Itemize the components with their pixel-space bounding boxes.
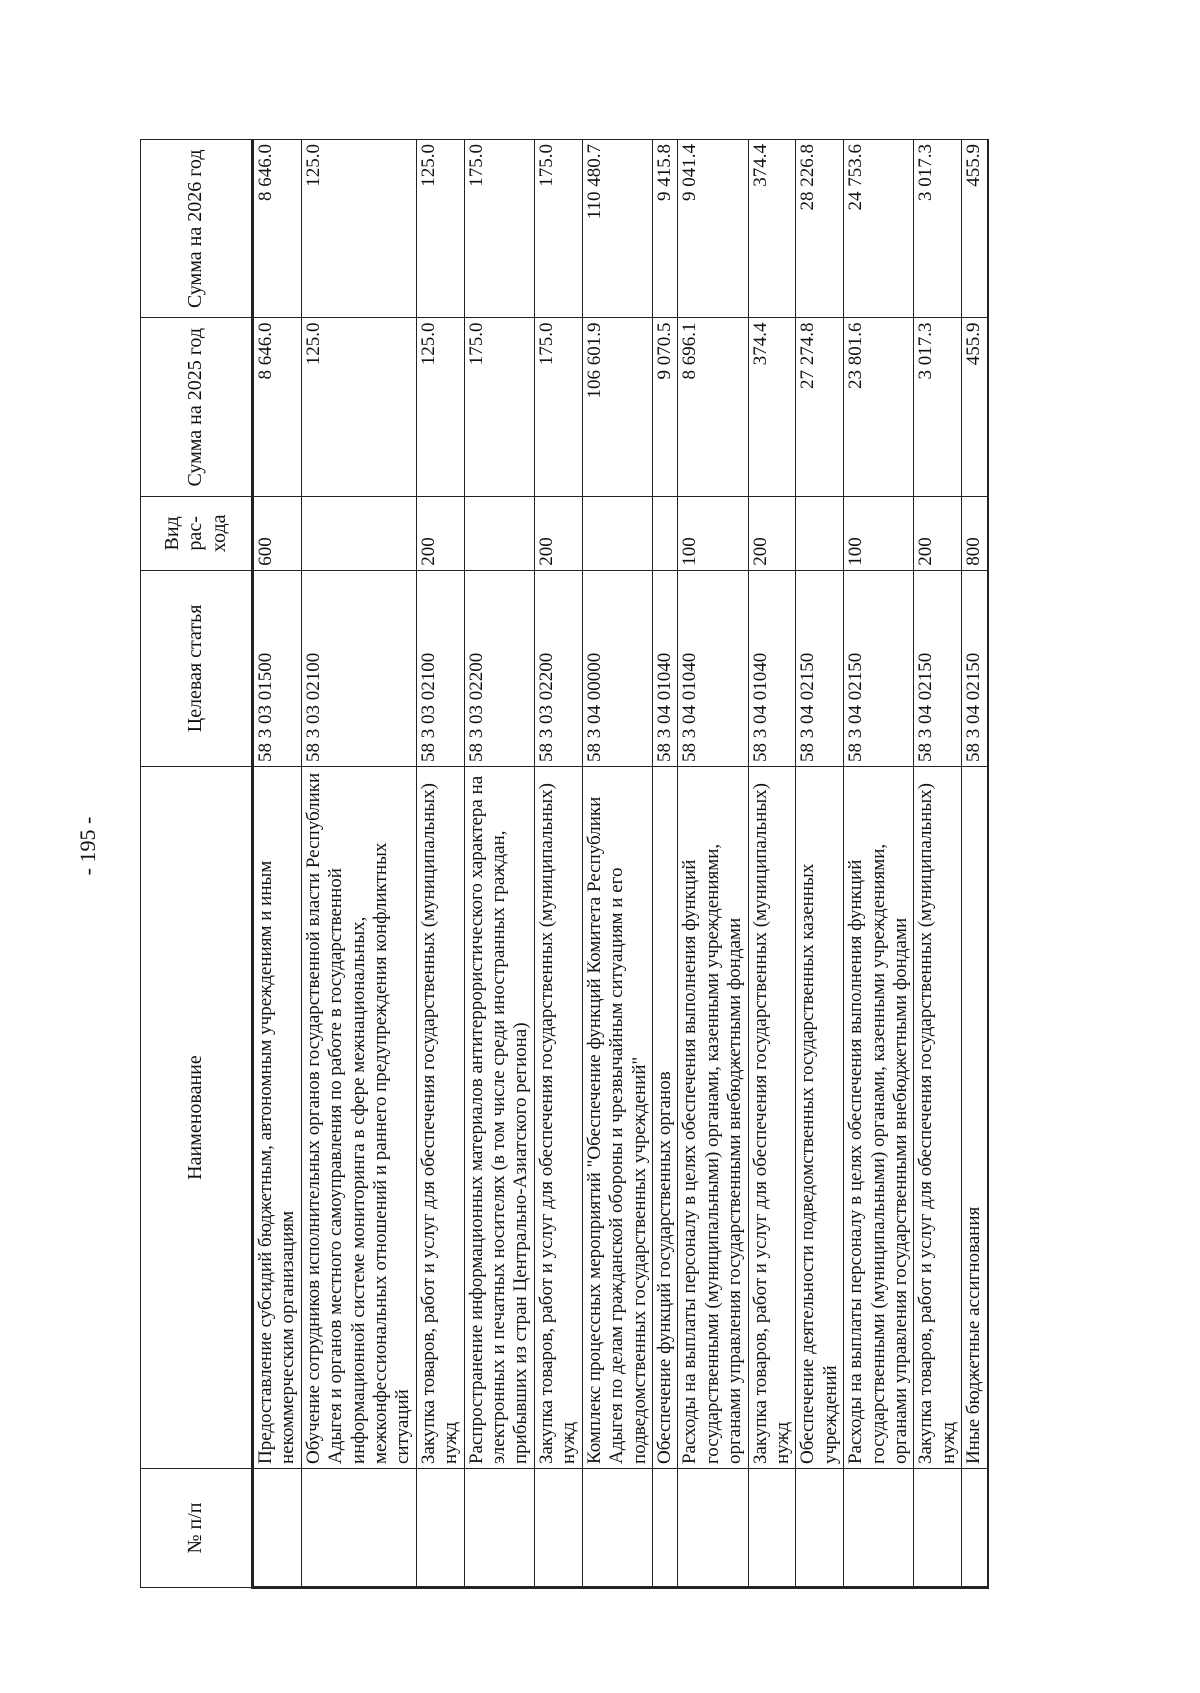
- cell-sum-2026: 374.4: [748, 140, 796, 319]
- cell-num: [253, 1469, 302, 1588]
- cell-type: 800: [962, 496, 988, 570]
- cell-name: Закупка товаров, работ и услуг для обеспечения государственных (муниципальных) нужд: [748, 767, 796, 1469]
- cell-name: Закупка товаров, работ и услуг для обеспечения государственных (муниципальных) нужд: [914, 767, 962, 1469]
- cell-num: [962, 1469, 988, 1588]
- cell-sum-2026: 125.0: [301, 140, 416, 319]
- cell-sum-2025: 125.0: [416, 318, 464, 496]
- table-header-row: [141, 140, 253, 1588]
- cell-sum-2025: 3 017.3: [914, 318, 962, 496]
- cell-sum-2026: 28 226.8: [796, 140, 844, 319]
- table-row: [301, 140, 416, 1588]
- page-number: - 195 -: [75, 816, 100, 876]
- cell-name: Расходы на выплаты персоналу в целях обеспечения выполнения функций государственными (муниципальными) органами, казенными учреждениями, органами управления государственными внебюджетными фондами: [678, 767, 748, 1469]
- cell-type: 200: [416, 496, 464, 570]
- table-row: [416, 140, 464, 1588]
- cell-num: [844, 1469, 914, 1588]
- cell-type: 100: [844, 496, 914, 570]
- table-row: [253, 140, 302, 1588]
- cell-code: 58 3 04 01040: [652, 570, 677, 766]
- cell-sum-2025: 8 696.1: [678, 318, 748, 496]
- cell-name: Предоставление субсидий бюджетным, автономным учреждениям и иным некоммерческим организациям: [253, 767, 302, 1469]
- cell-sum-2026: 110 480.7: [582, 140, 652, 319]
- cell-name: Обучение сотрудников исполнительных органов государственной власти Республики Адыгея и органов местного самоуправления по работе в государственной информационной системе мониторинга в сфере межнациональных, межконфессиональных отношений и раннего предупреждения конфликтных ситуаций: [301, 767, 416, 1469]
- cell-num: [748, 1469, 796, 1588]
- cell-sum-2025: 23 801.6: [844, 318, 914, 496]
- cell-num: [652, 1469, 677, 1588]
- cell-num: [914, 1469, 962, 1588]
- cell-code: 58 3 04 01040: [678, 570, 748, 766]
- cell-name: Обеспечение деятельности подведомственных государственных казенных учреждений: [796, 767, 844, 1469]
- cell-type: [301, 496, 416, 570]
- header-code: Целевая статья: [141, 570, 253, 766]
- cell-name: Обеспечение функций государственных органов: [652, 767, 677, 1469]
- cell-num: [464, 1469, 534, 1588]
- header-sum-2026: Сумма на 2026 год: [141, 140, 253, 319]
- cell-code: 58 3 03 02100: [416, 570, 464, 766]
- cell-name: Расходы на выплаты персоналу в целях обеспечения выполнения функций государственными (муниципальными) органами, казенными учреждениями, органами управления государственными внебюджетными фондами: [844, 767, 914, 1469]
- cell-num: [534, 1469, 582, 1588]
- cell-type: [796, 496, 844, 570]
- cell-sum-2025: 8 646.0: [253, 318, 302, 496]
- cell-code: 58 3 03 01500: [253, 570, 302, 766]
- table-row: [914, 140, 962, 1588]
- table-row: [464, 140, 534, 1588]
- cell-sum-2025: 9 070.5: [652, 318, 677, 496]
- cell-sum-2025: 125.0: [301, 318, 416, 496]
- cell-code: 58 3 04 02150: [914, 570, 962, 766]
- table-row: [582, 140, 652, 1588]
- cell-num: [301, 1469, 416, 1588]
- cell-type: 600: [253, 496, 302, 570]
- cell-type: 100: [678, 496, 748, 570]
- cell-sum-2025: 455.9: [962, 318, 988, 496]
- table-row: [748, 140, 796, 1588]
- cell-name: Закупка товаров, работ и услуг для обеспечения государственных (муниципальных) нужд: [534, 767, 582, 1469]
- cell-sum-2026: 9 415.8: [652, 140, 677, 319]
- cell-code: 58 3 03 02200: [464, 570, 534, 766]
- cell-sum-2026: 9 041.4: [678, 140, 748, 319]
- cell-name: Закупка товаров, работ и услуг для обеспечения государственных (муниципальных) нужд: [416, 767, 464, 1469]
- header-name: Наименование: [141, 767, 253, 1469]
- rotated-page-content: [140, 139, 1075, 1589]
- cell-sum-2026: 175.0: [534, 140, 582, 319]
- cell-code: 58 3 04 00000: [582, 570, 652, 766]
- cell-sum-2025: 175.0: [464, 318, 534, 496]
- cell-code: 58 3 04 02150: [962, 570, 988, 766]
- header-type: Вид рас- хода: [141, 496, 253, 570]
- cell-name: Комплекс процессных мероприятий "Обеспечение функций Комитета Республики Адыгея по делам гражданской обороны и чрезвычайным ситуациям и его подведомственных государственных учреждений": [582, 767, 652, 1469]
- cell-code: 58 3 03 02200: [534, 570, 582, 766]
- cell-sum-2026: 24 753.6: [844, 140, 914, 319]
- cell-sum-2026: 8 646.0: [253, 140, 302, 319]
- cell-type: 200: [914, 496, 962, 570]
- cell-type: 200: [534, 496, 582, 570]
- budget-table: [140, 139, 989, 1589]
- table-row: [796, 140, 844, 1588]
- cell-sum-2025: 106 601.9: [582, 318, 652, 496]
- cell-sum-2026: 175.0: [464, 140, 534, 319]
- header-sum-2025: Сумма на 2025 год: [141, 318, 253, 496]
- cell-num: [582, 1469, 652, 1588]
- cell-type: [582, 496, 652, 570]
- cell-code: 58 3 04 02150: [796, 570, 844, 766]
- table-row: [652, 140, 677, 1588]
- cell-code: 58 3 04 02150: [844, 570, 914, 766]
- table-row: [962, 140, 988, 1588]
- cell-code: 58 3 04 01040: [748, 570, 796, 766]
- header-num: № п/п: [141, 1469, 253, 1588]
- cell-num: [416, 1469, 464, 1588]
- cell-sum-2025: 27 274.8: [796, 318, 844, 496]
- cell-name: Распространение информационных материалов антитеррористического характера на электронных и печатных носителях (в том числе среди иностранных граждан, прибывших из стран Центрально-Азиатского региона): [464, 767, 534, 1469]
- cell-code: 58 3 03 02100: [301, 570, 416, 766]
- cell-sum-2025: 175.0: [534, 318, 582, 496]
- cell-sum-2025: 374.4: [748, 318, 796, 496]
- cell-type: 200: [748, 496, 796, 570]
- cell-type: [464, 496, 534, 570]
- table-row: [678, 140, 748, 1588]
- cell-type: [652, 496, 677, 570]
- cell-sum-2026: 455.9: [962, 140, 988, 319]
- cell-sum-2026: 125.0: [416, 140, 464, 319]
- cell-name: Иные бюджетные ассигнования: [962, 767, 988, 1469]
- cell-num: [678, 1469, 748, 1588]
- table-row: [534, 140, 582, 1588]
- cell-num: [796, 1469, 844, 1588]
- cell-sum-2026: 3 017.3: [914, 140, 962, 319]
- table-row: [844, 140, 914, 1588]
